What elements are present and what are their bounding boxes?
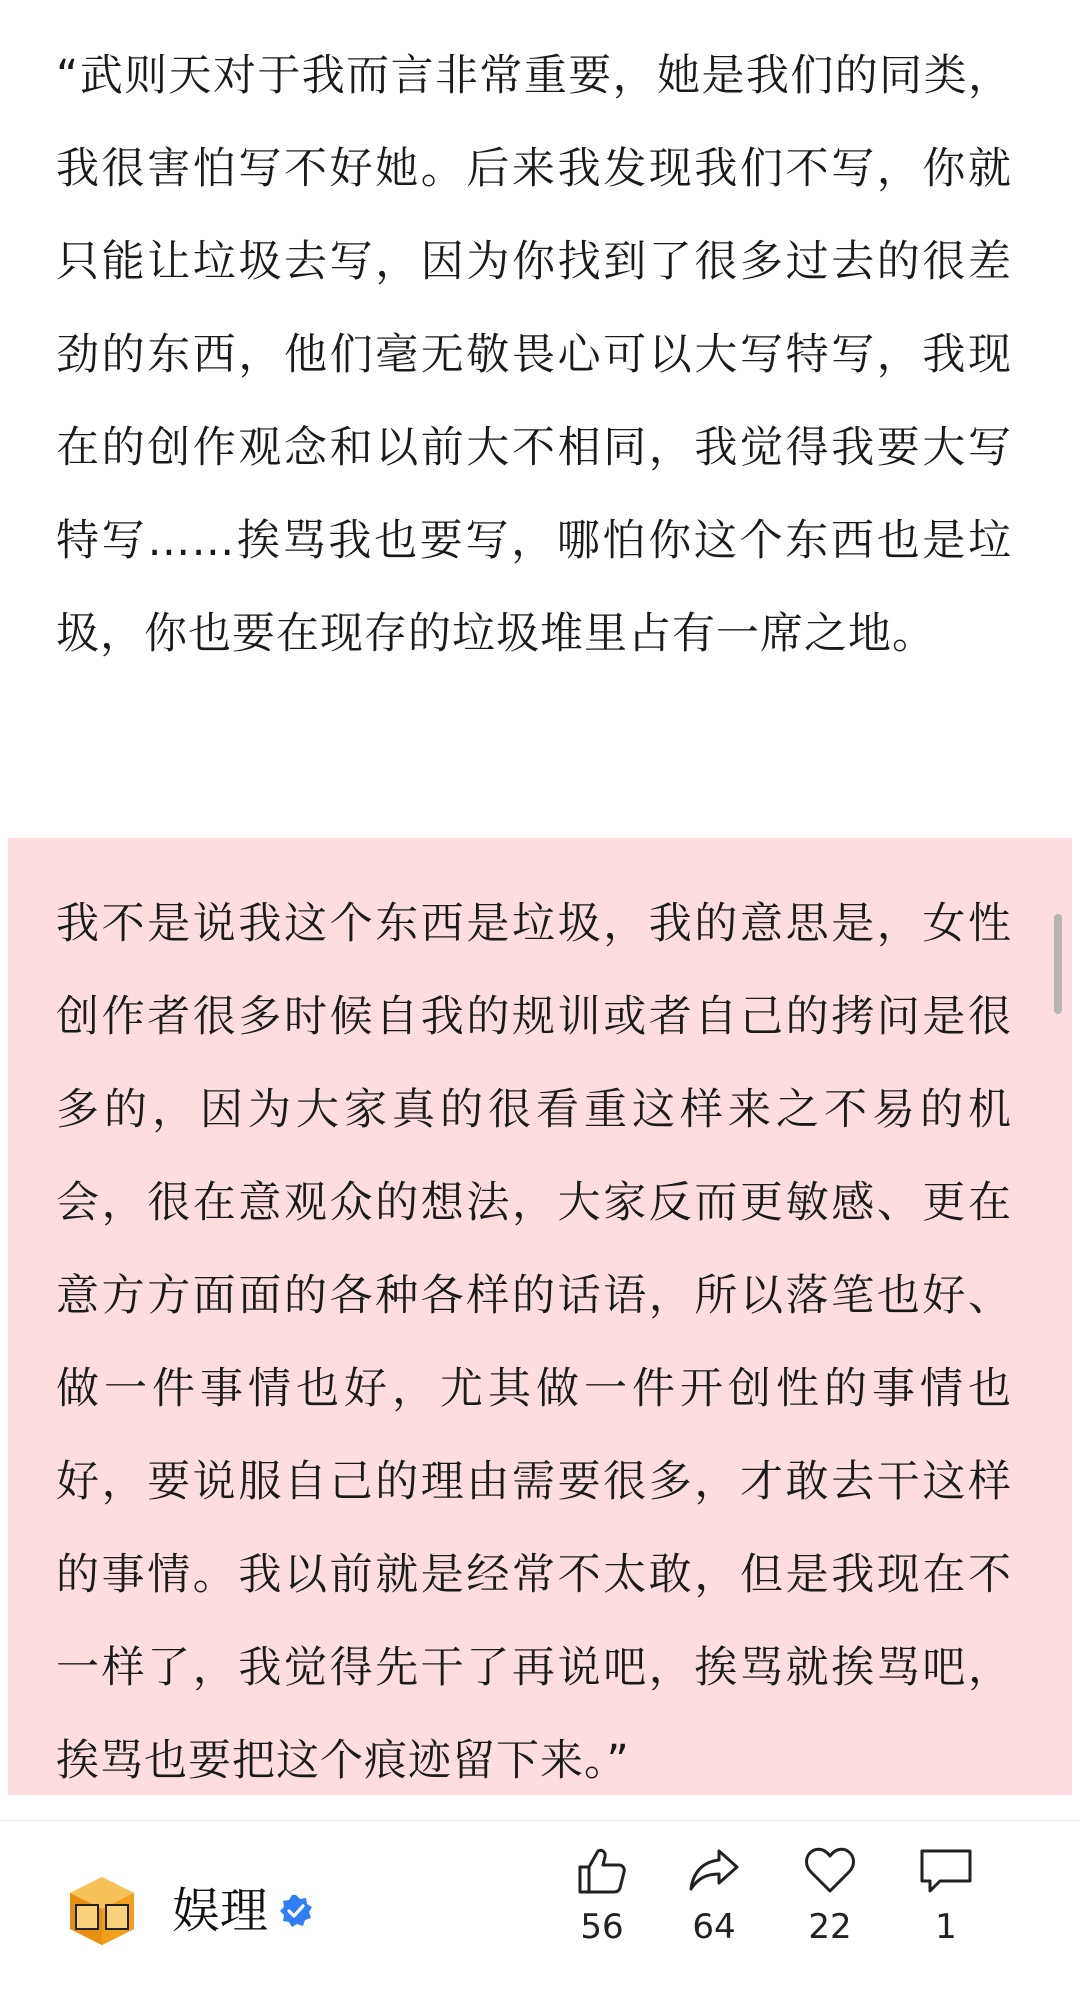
bottom-action-bar — [0, 1820, 1080, 2009]
favorite-count: 22 — [808, 1907, 852, 1947]
favorite-button[interactable] — [780, 1845, 880, 1947]
heart-icon — [803, 1845, 857, 1897]
avatar[interactable] — [66, 1875, 138, 1947]
scrollbar-thumb[interactable] — [1054, 914, 1062, 1014]
highlighted-quote-block — [8, 838, 1072, 1795]
avatar-logo-icon — [66, 1875, 138, 1947]
thumbs-up-icon — [576, 1845, 628, 1897]
share-arrow-icon — [687, 1845, 741, 1897]
like-button[interactable] — [552, 1845, 652, 1947]
like-count: 56 — [580, 1907, 624, 1947]
comment-button[interactable] — [896, 1845, 996, 1947]
comment-count: 1 — [935, 1907, 957, 1947]
comment-bubble-icon — [918, 1845, 974, 1897]
share-count: 64 — [692, 1907, 736, 1947]
verified-badge-icon — [278, 1893, 314, 1929]
author-name[interactable]: 娱理 — [172, 1883, 269, 1939]
article-paragraph: “武则天对于我而言非常重要，她是我们的同类，我很害怕写不好她。后来我发现我们不写，你就只能让垃圾去写，因为你找到了很多过去的很差劲的东西，他们毫无敬畏心可以大写特写，我现在的创作观念和以前大不相同，我觉得我要大写特写……挨骂我也要写，哪怕你这个东西也是垃圾，你也要在现存的垃圾堆里占有一席之地。 — [56, 51, 1012, 659]
article-paragraph-highlighted: 我不是说我这个东西是垃圾，我的意思是，女性创作者很多时候自我的规训或者自己的拷问是很多的，因为大家真的很看重这样来之不易的机会，很在意观众的想法，大家反而更敏感、更在意方方面面的各种各样的话语，所以落笔也好、做一件事情也好，尤其做一件开创性的事情也好，要说服自己的理由需要很多，才敢去干这样的事情。我以前就是经常不太敢，但是我现在不一样了，我觉得先干了再说吧，挨骂就挨骂吧，挨骂也要把这个痕迹留下来。” — [56, 899, 1012, 1786]
author-info[interactable] — [66, 1875, 314, 1947]
share-button[interactable] — [664, 1845, 764, 1947]
